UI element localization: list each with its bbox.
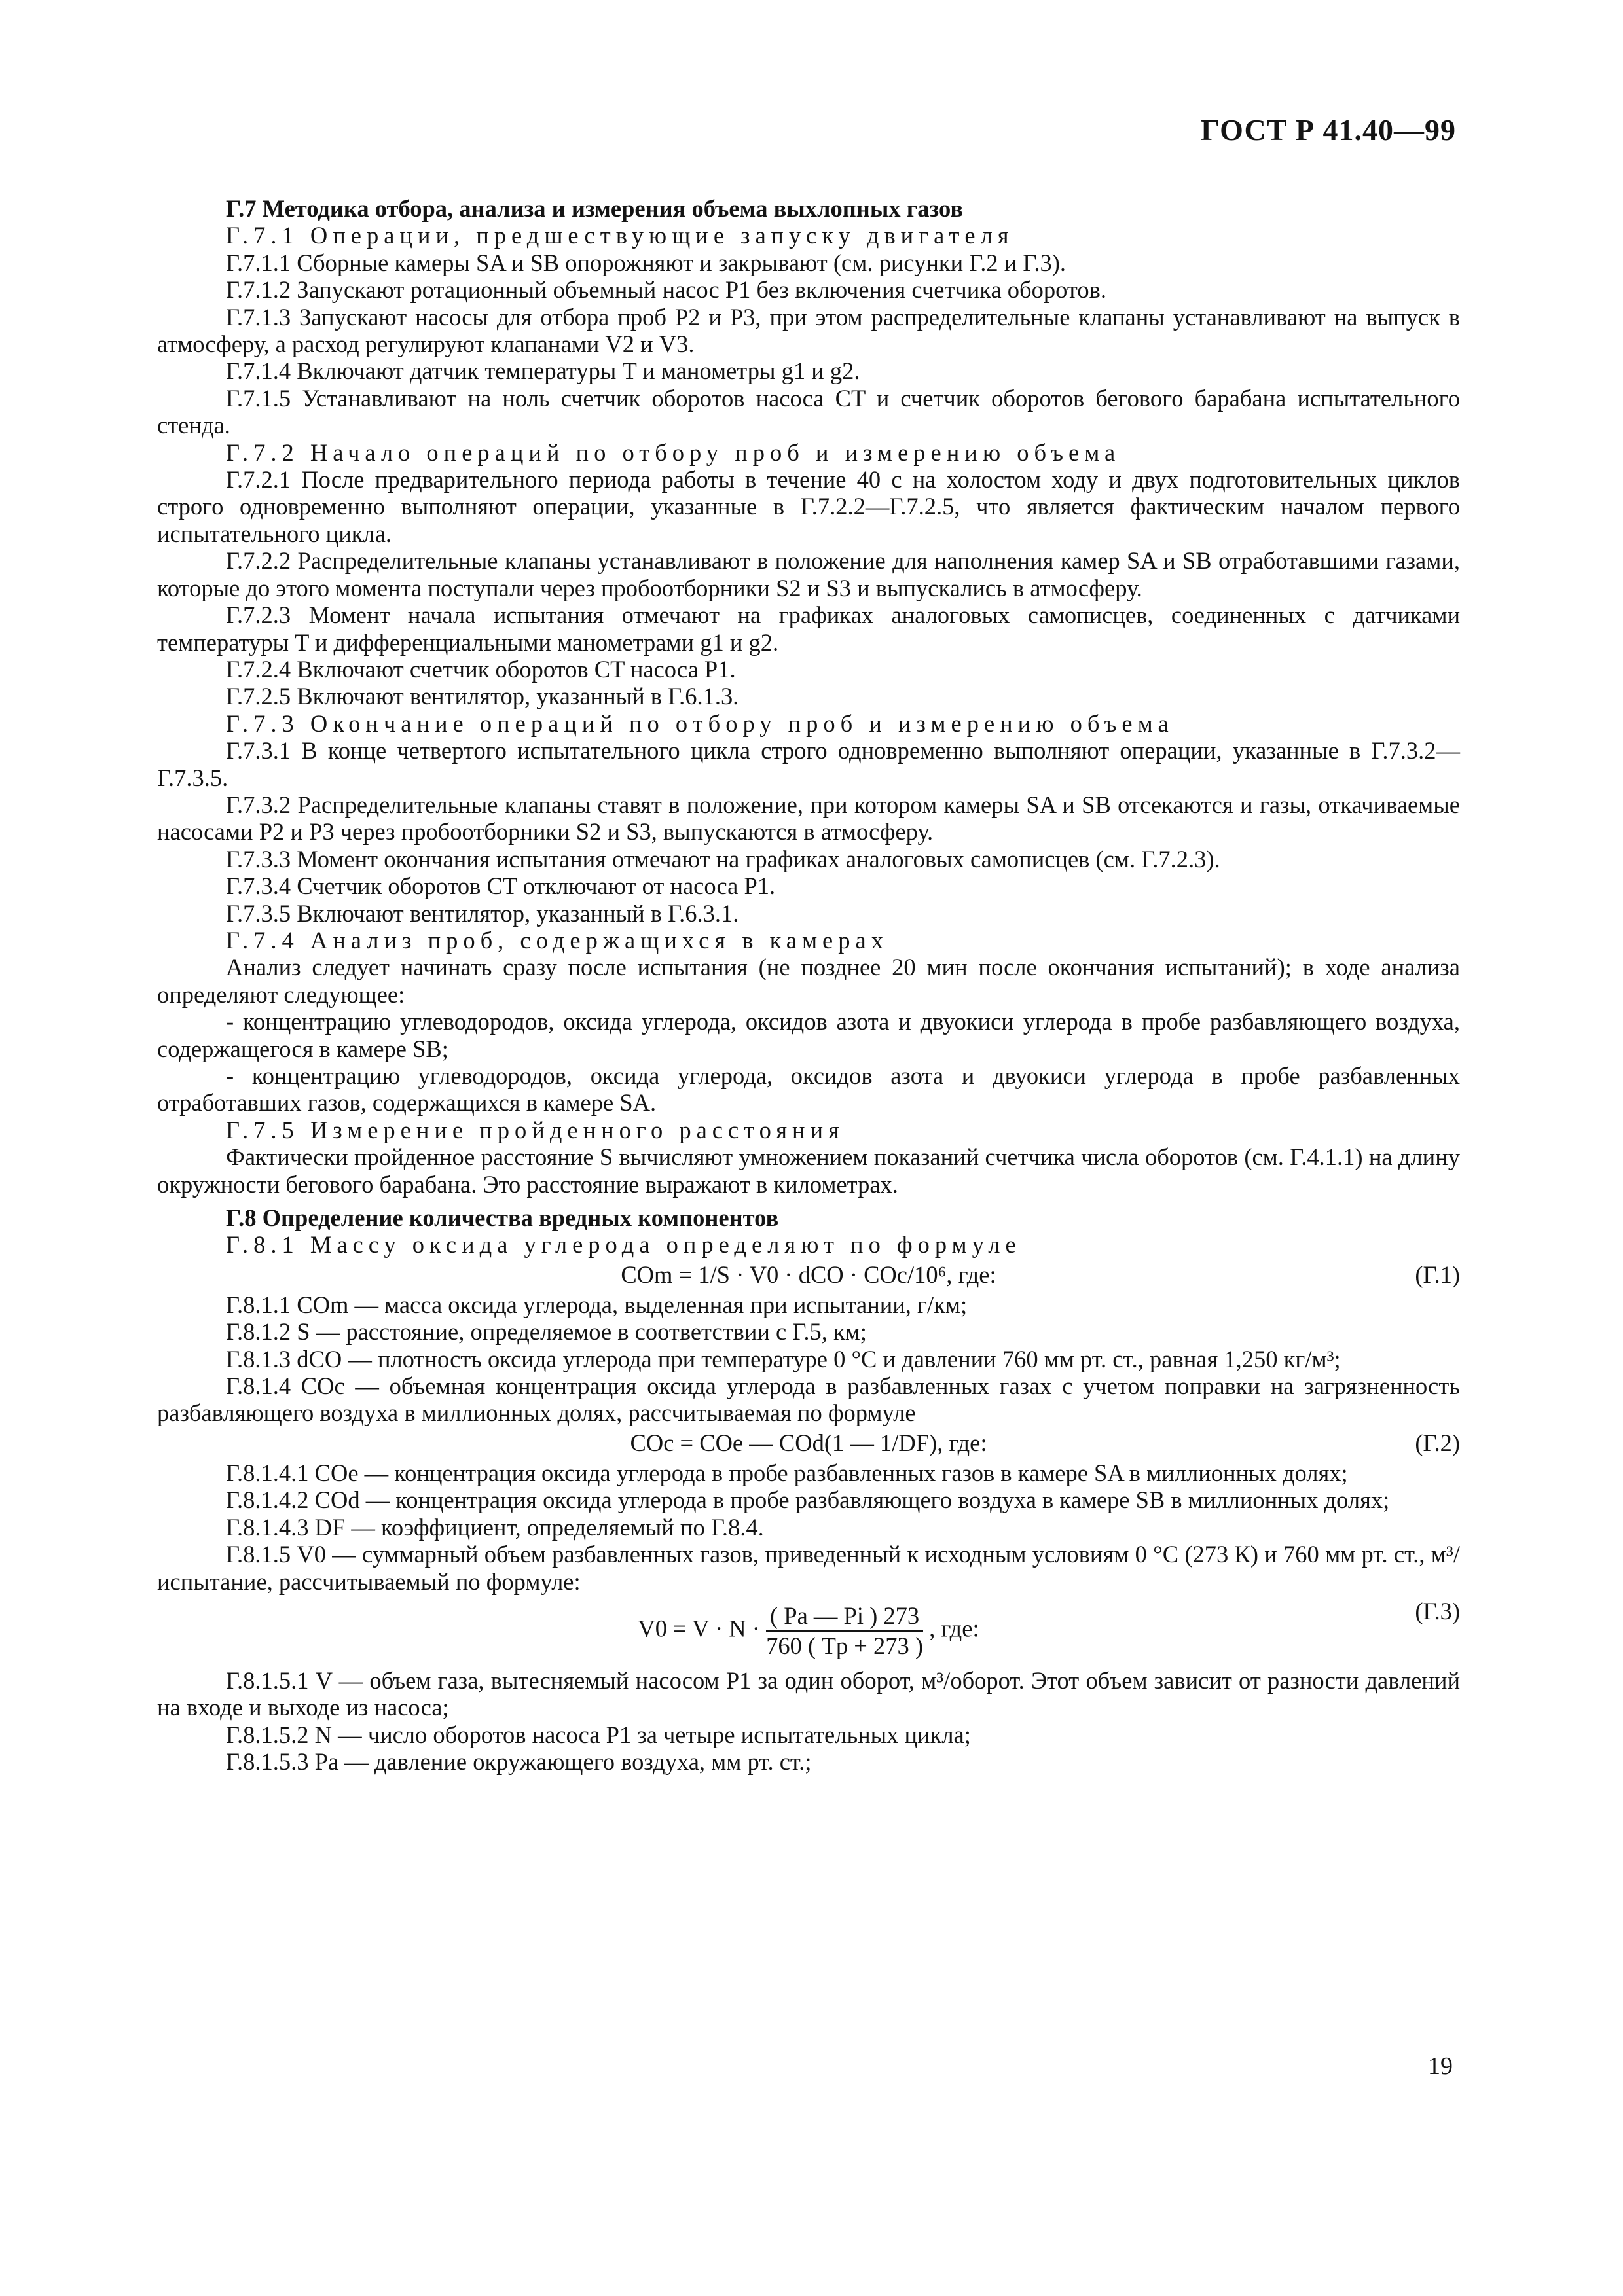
paragraph: Г.7.3.1 В конце четвертого испытательного цикла строго одновременно выполняют операции, указанные в Г.7.3.2—Г.7.3.5. bbox=[157, 737, 1460, 791]
paragraph: Г.8.1.5 V0 — суммарный объем разбавленных газов, приведенный к исходным условиям 0 °С (273 К) и 760 мм рт. ст., м³/испытание, рассчитываемый по формуле: bbox=[157, 1541, 1460, 1595]
paragraph: Г.7.1.3 Запускают насосы для отбора проб P2 и P3, при этом распределительные клапаны устанавливают на выпуск в атмосферу, а расход регулируют клапанами V2 и V3. bbox=[157, 303, 1460, 358]
subsection-title: Г.7.1 Операции, предшествующие запуску двигателя bbox=[226, 222, 1014, 249]
paragraph: Г.8.1.4.1 COe — концентрация оксида углерода в пробе разбавленных газов в камере SA в миллионных долях; bbox=[226, 1459, 1348, 1486]
paragraph: Г.7.1.4 Включают датчик температуры T и манометры g1 и g2. bbox=[226, 357, 860, 385]
subsection-title: Г.7.3 Окончание операций по отбору проб и измерению объема bbox=[226, 709, 1174, 737]
paragraph: Г.8.1.4.2 COd — концентрация оксида углерода в пробе разбавляющего воздуха в камере SB в миллионных долях; bbox=[226, 1486, 1390, 1514]
formula-g3 bbox=[157, 1595, 1460, 1667]
fraction-denominator: 760 ( Tp + 273 ) bbox=[766, 1632, 924, 1659]
paragraph: Г.8.1.4 COc — объемная концентрация оксида углерода в разбавленных газах с учетом поправки на загрязненность разбавляющего воздуха в миллионных долях, рассчитываемая по формуле bbox=[157, 1372, 1460, 1427]
paragraph: Г.7.3.2 Распределительные клапаны ставят в положение, при котором камеры SA и SB отсекаются и газы, откачиваемые насосами P2 и P3 через пробоотборники S2 и S3, выпускаются в атмосферу. bbox=[157, 791, 1460, 846]
paragraph: Г.7.1.2 Запускают ротационный объемный насос P1 без включения счетчика оборотов. bbox=[226, 276, 1106, 304]
list-item: - концентрацию углеводородов, оксида углерода, оксидов азота и двуокиси углерода в пробе разбавляющего воздуха, содержащегося в камере SB; bbox=[157, 1008, 1460, 1062]
paragraph: Г.7.2.5 Включают вентилятор, указанный в Г.6.1.3. bbox=[226, 683, 739, 710]
formula-g2 bbox=[157, 1427, 1460, 1460]
paragraph: Г.8.1.5.3 Pa — давление окружающего воздуха, мм рт. ст.; bbox=[226, 1748, 812, 1776]
paragraph: Г.8.1.5.1 V — объем газа, вытесняемый насосом P1 за один оборот, м³/оборот. Этот объем зависит от разности давлений на входе и выходе из насоса; bbox=[157, 1666, 1460, 1721]
subsection-title: Г.7.2 Начало операций по отбору проб и измерению объема bbox=[226, 439, 1121, 466]
formula-expression: COm = 1/S · V0 · dCO · COc/10⁶, где: bbox=[621, 1261, 996, 1288]
formula-g1 bbox=[157, 1259, 1460, 1291]
formula-tail: , где: bbox=[929, 1615, 979, 1642]
paragraph: Г.8.1.1 COm — масса оксида углерода, выделенная при испытании, г/км; bbox=[226, 1291, 968, 1318]
formula-fraction bbox=[766, 1602, 923, 1660]
paragraph: Г.7.2.1 После предварительного периода работы в течение 40 с на холостом ходу и двух подготовительных циклов строго одновременно выполняют операции, указанные в Г.7.2.2—Г.7.2.5, что является фактическим началом первого испытательного цикла. bbox=[157, 466, 1460, 547]
paragraph: Г.7.3.5 Включают вентилятор, указанный в Г.6.3.1. bbox=[226, 899, 739, 927]
subsection-title: Г.8.1 Массу оксида углерода определяют по формуле bbox=[226, 1231, 1021, 1259]
paragraph: Г.7.2.2 Распределительные клапаны устанавливают в положение для наполнения камер SA и SB отработавшими газами, которые до этого момента поступали через пробоотборники S2 и S3 и выпускались в атмосферу. bbox=[157, 547, 1460, 601]
list-item: - концентрацию углеводородов, оксида углерода, оксидов азота и двуокиси углерода в пробе разбавленных отработавших газов, содержащихся в камере SA. bbox=[157, 1062, 1460, 1117]
paragraph: Г.7.1.5 Устанавливают на ноль счетчик оборотов насоса CT и счетчик оборотов бегового барабана испытательного стенда. bbox=[157, 384, 1460, 439]
page-body bbox=[157, 195, 1460, 1776]
page-number: 19 bbox=[1428, 2053, 1453, 2080]
paragraph: Г.7.2.4 Включают счетчик оборотов CT насоса P1. bbox=[226, 655, 736, 683]
formula-number: (Г.1) bbox=[1415, 1261, 1460, 1288]
section-title-g8: Г.8 Определение количества вредных компонентов bbox=[226, 1204, 779, 1232]
fraction-numerator: ( Pa — Pi ) 273 bbox=[766, 1602, 923, 1632]
paragraph: Г.7.2.3 Момент начала испытания отмечают на графиках аналоговых самописцев, соединенных с датчиками температуры T и дифференциальными манометрами g1 и g2. bbox=[157, 601, 1460, 656]
paragraph: Г.8.1.5.2 N — число оборотов насоса P1 за четыре испытательных цикла; bbox=[226, 1721, 971, 1748]
paragraph: Г.8.1.2 S — расстояние, определяемое в соответствии с Г.5, км; bbox=[226, 1318, 867, 1346]
paragraph: Г.7.1.1 Сборные камеры SA и SB опорожняют и закрывают (см. рисунки Г.2 и Г.3). bbox=[226, 249, 1067, 276]
document-code-header: ГОСТ Р 41.40—99 bbox=[1201, 113, 1456, 147]
formula-expression bbox=[157, 1602, 1460, 1660]
formula-number: (Г.2) bbox=[1415, 1429, 1460, 1456]
paragraph: Анализ следует начинать сразу после испытания (не позднее 20 мин после окончания испытаний); в ходе анализа определяют следующее: bbox=[157, 954, 1460, 1008]
formula-expression: COc = COe — COd(1 — 1/DF), где: bbox=[630, 1429, 987, 1456]
subsection-title: Г.7.4 Анализ проб, содержащихся в камерах bbox=[226, 926, 888, 954]
paragraph: Фактически пройденное расстояние S вычисляют умножением показаний счетчика числа оборотов (см. Г.4.1.1) на длину окружности бегового барабана. Это расстояние выражают в километрах. bbox=[157, 1143, 1460, 1198]
subsection-title: Г.7.5 Измерение пройденного расстояния bbox=[226, 1116, 845, 1143]
section-title-g7: Г.7 Методика отбора, анализа и измерения объема выхлопных газов bbox=[226, 195, 964, 222]
paragraph: Г.8.1.4.3 DF — коэффициент, определяемый по Г.8.4. bbox=[226, 1513, 764, 1541]
formula-number: (Г.3) bbox=[1415, 1597, 1460, 1624]
paragraph: Г.7.3.3 Момент окончания испытания отмечают на графиках аналоговых самописцев (см. Г.7.2.3). bbox=[226, 845, 1220, 872]
paragraph: Г.7.3.4 Счетчик оборотов CT отключают от насоса P1. bbox=[226, 872, 776, 900]
formula-lhs: V0 = V · N · bbox=[638, 1615, 760, 1642]
paragraph: Г.8.1.3 dCO — плотность оксида углерода при температуре 0 °С и давлении 760 мм рт. ст., равная 1,250 кг/м³; bbox=[226, 1345, 1341, 1372]
